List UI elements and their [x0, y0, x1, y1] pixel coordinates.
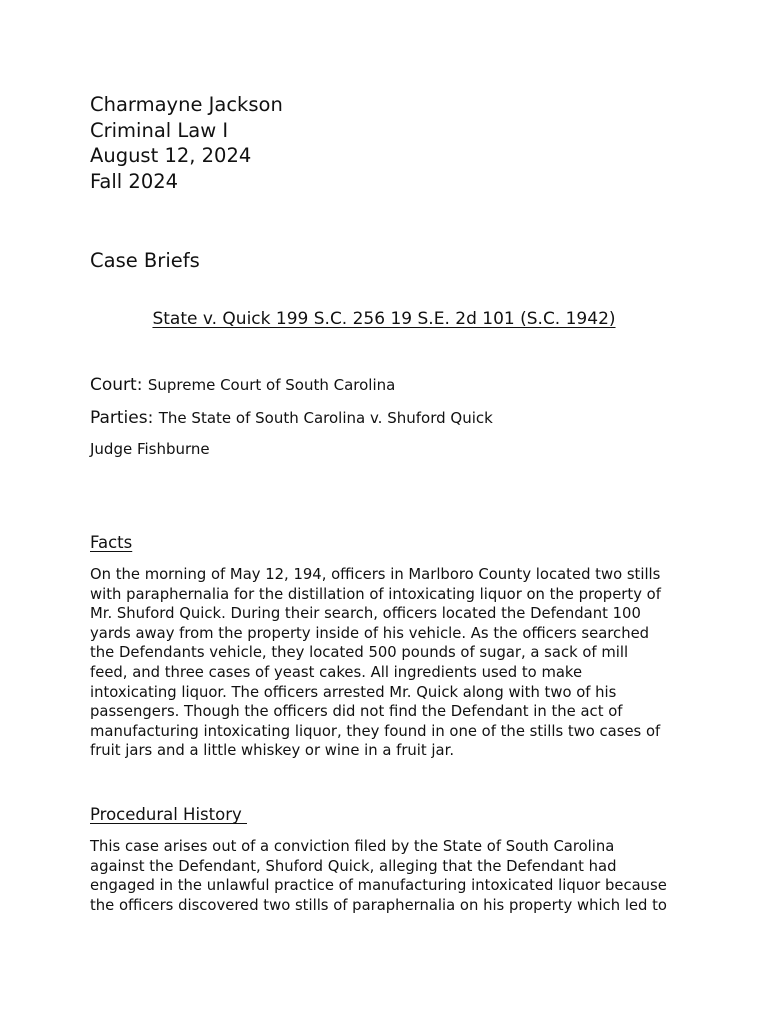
court-separator: : — [136, 375, 148, 395]
document-heading: Case Briefs — [90, 249, 200, 272]
facts-line: with paraphernalia for the distillation of intoxicating liquor on the property of — [90, 585, 661, 603]
facts-line: feed, and three cases of yeast cakes. All ingredients used to make — [90, 663, 583, 681]
case-title: State v. Quick 199 S.C. 256 19 S.E. 2d 101 (S.C. 1942) — [152, 309, 616, 329]
parties-value: The State of South Carolina v. Shuford Quick — [158, 409, 493, 427]
court-label: Court — [90, 375, 137, 395]
course-name: Criminal Law I — [90, 118, 229, 142]
author-name: Charmayne Jackson — [90, 93, 283, 116]
term: Fall 2024 — [90, 170, 179, 194]
procedural-history-line: against the Defendant, Shuford Quick, alleging that the Defendant had — [90, 857, 617, 875]
facts-line: On the morning of May 12, 194, officers in Marlboro County located two stills — [90, 566, 661, 583]
facts-line: Mr. Shuford Quick. During their search, officers located the Defendant 100 — [90, 605, 641, 623]
parties-line — [90, 406, 493, 430]
document-date: August 12, 2024 — [90, 144, 252, 168]
procedural-history-paragraph — [90, 837, 690, 915]
facts-line: intoxicating liquor. The officers arrested Mr. Quick along with two of his — [90, 683, 617, 701]
facts-line: passengers. Though the officers did not find the Defendant in the act of — [90, 703, 623, 721]
procedural-history-line: engaged in the unlawful practice of manufacturing intoxicated liquor because — [90, 877, 667, 895]
judge-name: Judge Fishburne — [90, 440, 210, 458]
facts-line: yards away from the property inside of his vehicle. As the officers searched — [90, 624, 650, 642]
facts-line: the Defendants vehicle, they located 500 pounds of sugar, a sack of mill — [90, 644, 629, 662]
facts-heading: Facts — [90, 533, 133, 552]
parties-label: Parties — [90, 408, 148, 428]
procedural-history-line: This case arises out of a conviction filed by the State of South Carolina — [90, 838, 615, 855]
parties-separator: : — [147, 408, 159, 428]
document-header — [90, 92, 283, 195]
court-line — [90, 373, 395, 397]
procedural-history-line: the officers discovered two stills of paraphernalia on his property which led to — [90, 896, 667, 914]
procedural-history-heading: Procedural History — [90, 805, 247, 824]
facts-line: fruit jars and a little whiskey or wine in a fruit jar. — [90, 742, 455, 760]
court-value: Supreme Court of South Carolina — [147, 376, 396, 394]
facts-line: manufacturing intoxicating liquor, they found in one of the stills two cases of — [90, 722, 661, 740]
facts-paragraph — [90, 565, 690, 761]
